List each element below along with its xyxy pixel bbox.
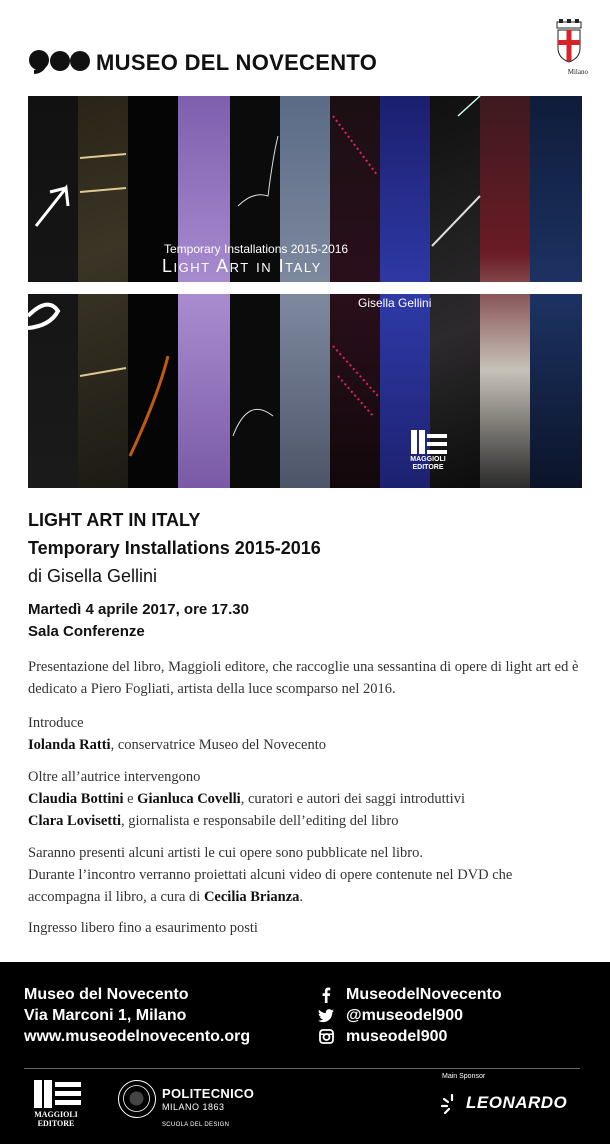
footer <box>0 962 610 1144</box>
instagram-icon <box>318 1029 334 1045</box>
speakers-role: , curatori e autori dei saggi introduttivi <box>240 791 465 807</box>
cover-author: Gisella Gellini <box>358 296 432 310</box>
artists-paragraph <box>28 842 588 908</box>
museo-900-logo <box>28 50 90 74</box>
event-subtitle: Temporary Installations 2015-2016 <box>28 538 321 558</box>
curator-name: Cecilia Brianza <box>203 889 300 905</box>
introducer-role: , conservatrice Museo del Novecento <box>110 737 326 753</box>
footer-address: Via Marconi 1, Milano <box>24 1007 187 1024</box>
event-author: di Gisella Gellini <box>28 566 158 586</box>
book-cover-image <box>28 96 582 488</box>
instagram-handle: museodel900 <box>346 1028 448 1045</box>
speaker-name: Claudia Bottini <box>28 791 124 807</box>
event-title: LIGHT ART IN ITALY <box>28 510 201 530</box>
facebook-link[interactable] <box>318 984 502 1005</box>
speaker-role: , giornalista e responsabile dell’editing del libro <box>121 813 399 829</box>
politecnico-city: MILANO 1863 <box>162 1102 225 1112</box>
introducer-name: Iolanda Ratti <box>28 737 111 753</box>
twitter-handle: @museodel900 <box>346 1007 463 1024</box>
speakers-block <box>28 766 588 832</box>
politecnico-school: SCUOLA DEL DESIGN <box>162 1122 230 1128</box>
twitter-icon <box>318 1008 334 1024</box>
maggioli-name: MAGGIOLI EDITORE <box>34 1110 78 1128</box>
politecnico-name: POLITECNICO <box>162 1086 255 1101</box>
header <box>28 44 588 84</box>
speaker-name: Clara Lovisetti <box>28 813 122 829</box>
maggioli-logo-icon <box>28 1080 88 1110</box>
speakers-label: Oltre all’autrice intervengono <box>28 769 201 785</box>
twitter-link[interactable] <box>318 1005 502 1026</box>
event-room: Sala Conferenze <box>28 623 145 640</box>
speaker-conjunction: e <box>123 791 138 807</box>
period: . <box>299 889 304 905</box>
milano-label: Milano <box>567 68 588 76</box>
footer-social <box>318 984 502 1047</box>
cover-subtitle: Temporary Installations 2015-2016 <box>164 242 349 256</box>
cover-publisher: MAGGIOLI EDITORE <box>410 456 446 471</box>
introducer-block <box>28 712 588 756</box>
facebook-handle: MuseodelNovecento <box>346 986 502 1003</box>
footer-divider <box>24 1068 580 1069</box>
politecnico-seal-icon <box>118 1080 156 1118</box>
facebook-icon <box>318 987 334 1003</box>
artists-line: Saranno presenti alcuni artisti le cui opere sono pubblicate nel libro. <box>28 845 424 861</box>
cover-title: Light Art in Italy <box>162 256 322 276</box>
description-paragraph: Presentazione del libro, Maggioli editore, che raccoglie una sessantina di opere di light art ed è dedicato a Piero Fogliati, artista della luce scomparso nel 2016. <box>28 659 579 697</box>
museum-title: MUSEO DEL NOVECENTO <box>96 50 378 75</box>
sponsor-label: Main Sponsor <box>442 1073 486 1080</box>
leonardo-logo-icon <box>440 1092 464 1116</box>
milano-crest-icon <box>554 18 584 68</box>
entry-note: Ingresso libero fino a esaurimento posti <box>28 920 258 936</box>
speaker-name: Gianluca Covelli <box>137 791 241 807</box>
footer-website-link[interactable]: www.museodelnovecento.org <box>24 1028 251 1045</box>
instagram-link[interactable] <box>318 1026 502 1047</box>
sponsor-name: LEONARDO <box>466 1093 568 1112</box>
introduce-label: Introduce <box>28 715 84 731</box>
footer-museum-name: Museo del Novecento <box>24 986 189 1003</box>
video-line: Durante l’incontro verranno proiettati alcuni video di opere contenute nel DVD che accompagna il libro, a cura di <box>28 867 513 905</box>
event-date: Martedì 4 aprile 2017, ore 17.30 <box>28 601 249 618</box>
footer-contacts <box>24 984 250 1047</box>
